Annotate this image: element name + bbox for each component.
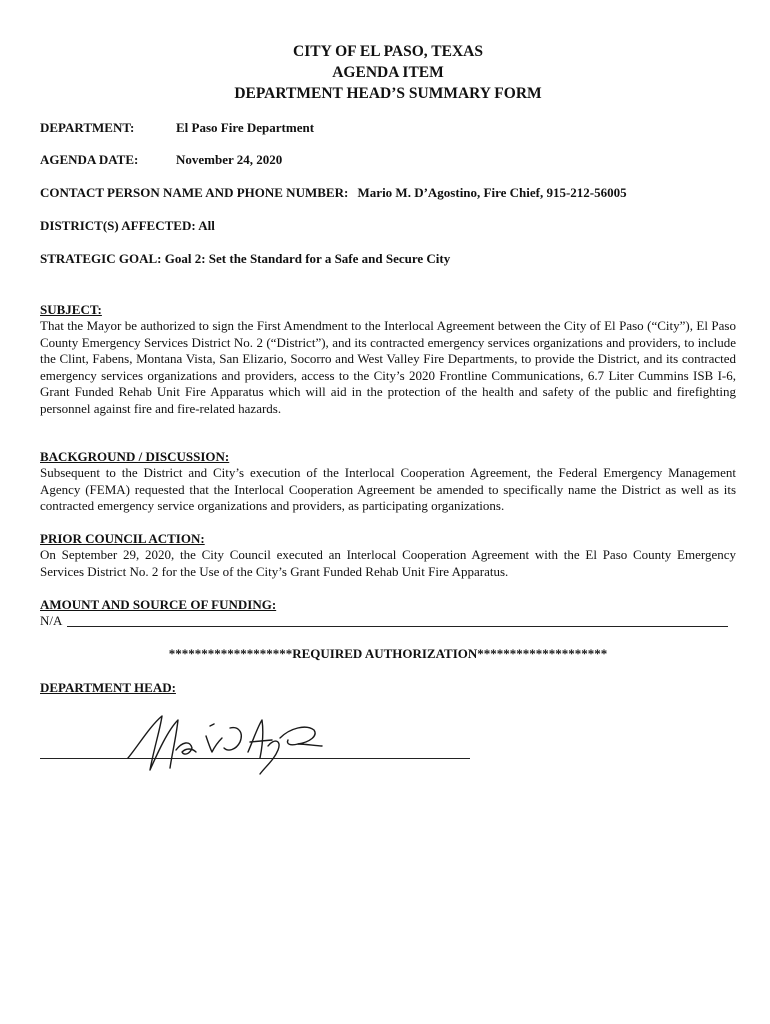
districts-label: DISTRICT(S) AFFECTED: <box>40 218 196 233</box>
contact-label: CONTACT PERSON NAME AND PHONE NUMBER: <box>40 185 349 200</box>
strategic-goal-field <box>40 251 450 267</box>
department-field <box>40 120 315 136</box>
prior-council-action-text: On September 29, 2020, the City Council executed an Interlocal Cooperation Agreement with the El Paso County Emergency Services District No. 2 for the Use of the City’s Grant Funded Rehab Unit Fire Apparatus. <box>40 547 736 579</box>
strategic-goal-value: Goal 2: Set the Standard for a Safe and Secure City <box>164 251 451 266</box>
header-form-title: DEPARTMENT HEAD’S SUMMARY FORM <box>234 85 542 102</box>
department-value: El Paso Fire Department <box>176 120 315 135</box>
strategic-goal-label: STRATEGIC GOAL: <box>40 251 162 266</box>
funding-value: N/A <box>40 613 63 628</box>
funding-rule <box>67 626 728 627</box>
department-head-signature <box>110 708 330 778</box>
background-text: Subsequent to the District and City’s execution of the Interlocal Cooperation Agreement, the Federal Emergency Management Agency (FEMA) requested that the Interlocal Cooperation Agreement be amended to specifically name the District as well as its contracted emergency service organizations and providers, as participating organizations. <box>40 465 736 513</box>
districts-value: All <box>198 218 215 233</box>
subject-text: That the Mayor be authorized to sign the First Amendment to the Interlocal Agreement between the City of El Paso (“City”), El Paso County Emergency Services District No. 2 (“District”), and its contracted emergency services organizations and providers, to include the Clint, Fabens, Montana Vista, San Elizario, Socorro and West Valley Fire Departments, to provide the District, and its contracted emergency services organizations and providers, access to the City’s 2020 Frontline Communications, 6.7 Liter Cummins ISB I-6, Grant Funded Rehab Unit Fire Apparatus which will aid in the protection of the health and safety of the public and firefighting personnel against fire and fire-related hazards. <box>40 318 736 416</box>
required-authorization-banner: *******************REQUIRED AUTHORIZATION******************** <box>168 646 608 661</box>
funding-heading: AMOUNT AND SOURCE OF FUNDING: <box>40 597 277 612</box>
contact-value: Mario M. D’Agostino, Fire Chief, 915-212-56005 <box>357 185 627 200</box>
agenda-date-label: AGENDA DATE: <box>40 152 139 167</box>
districts-field <box>40 218 215 234</box>
agenda-date-value: November 24, 2020 <box>176 152 283 167</box>
prior-council-action-heading: PRIOR COUNCIL ACTION: <box>40 531 205 546</box>
subject-heading: SUBJECT: <box>40 302 102 317</box>
department-label: DEPARTMENT: <box>40 120 135 135</box>
department-head-heading: DEPARTMENT HEAD: <box>40 680 176 695</box>
header-agenda-item: AGENDA ITEM <box>332 64 444 81</box>
header-city: CITY OF EL PASO, TEXAS <box>293 43 483 60</box>
agenda-date-field <box>40 152 283 168</box>
background-heading: BACKGROUND / DISCUSSION: <box>40 449 230 464</box>
contact-field <box>40 185 627 201</box>
